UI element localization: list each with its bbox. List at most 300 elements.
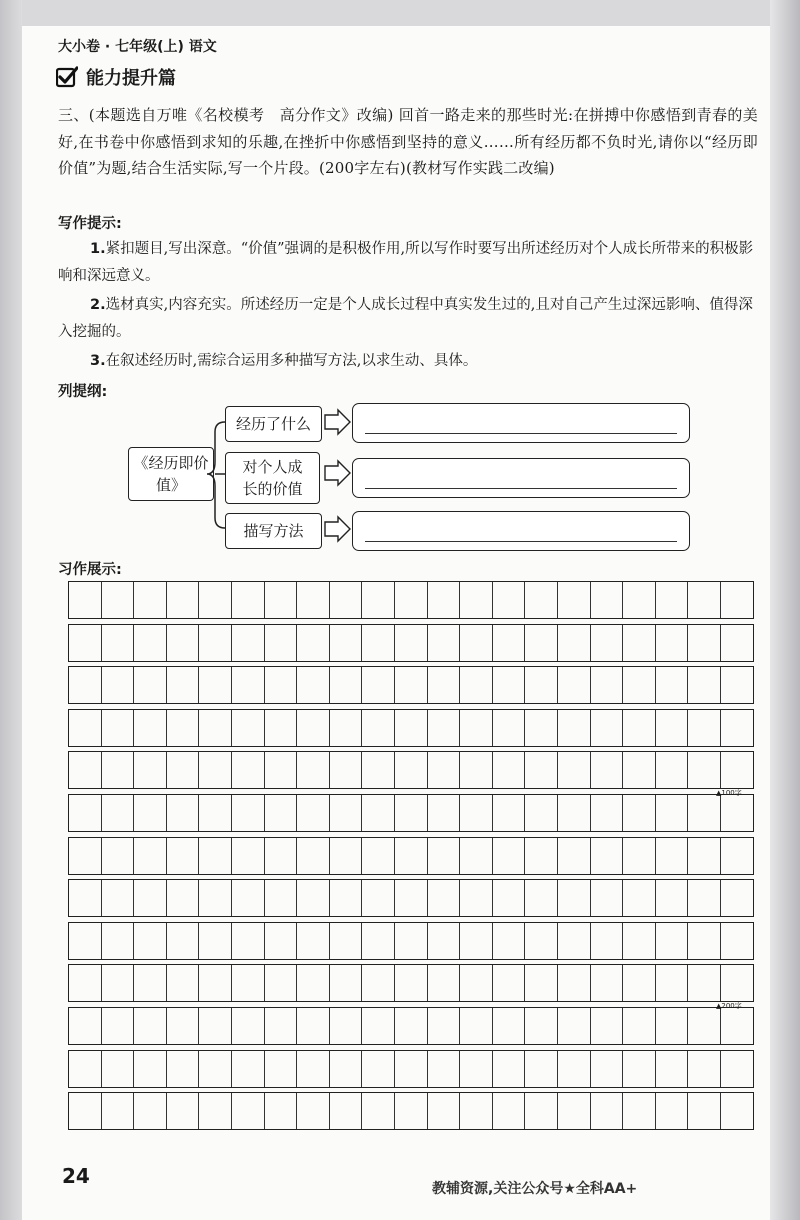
grid-cell[interactable]	[167, 625, 200, 661]
grid-cell[interactable]	[232, 923, 265, 959]
grid-cell[interactable]	[395, 710, 428, 746]
grid-cell[interactable]	[232, 625, 265, 661]
grid-cell[interactable]	[688, 667, 721, 703]
grid-row	[68, 751, 754, 789]
grid-cell[interactable]	[102, 752, 135, 788]
grid-cell[interactable]	[493, 880, 526, 916]
grid-cell[interactable]	[493, 923, 526, 959]
grid-cell[interactable]	[297, 710, 330, 746]
grid-cell[interactable]	[721, 1093, 754, 1129]
grid-cell[interactable]	[69, 667, 102, 703]
grid-cell[interactable]	[623, 795, 656, 831]
tip-item-3	[58, 348, 758, 375]
grid-cell[interactable]	[232, 795, 265, 831]
footer-note: 教辅资源,关注公众号★全科AA+	[432, 1181, 638, 1197]
grid-cell[interactable]	[102, 838, 135, 874]
grid-cell[interactable]	[428, 667, 461, 703]
grid-cell[interactable]	[134, 1051, 167, 1087]
grid-cell[interactable]	[656, 1051, 689, 1087]
grid-cell[interactable]	[688, 838, 721, 874]
grid-cell[interactable]	[362, 838, 395, 874]
grid-cell[interactable]	[330, 838, 363, 874]
grid-cell[interactable]	[493, 667, 526, 703]
grid-cell[interactable]	[167, 838, 200, 874]
grid-cell[interactable]	[199, 1093, 232, 1129]
grid-cell[interactable]	[688, 710, 721, 746]
grid-cell[interactable]	[330, 752, 363, 788]
grid-cell[interactable]	[688, 965, 721, 1001]
grid-cell[interactable]	[721, 625, 754, 661]
grid-cell[interactable]	[362, 923, 395, 959]
grid-cell[interactable]	[297, 667, 330, 703]
grid-cell[interactable]	[395, 965, 428, 1001]
tips-label: 写作提示:	[58, 216, 122, 232]
grid-cell[interactable]	[688, 1093, 721, 1129]
grid-cell[interactable]	[102, 880, 135, 916]
grid-cell[interactable]	[525, 710, 558, 746]
grid-cell[interactable]	[330, 710, 363, 746]
grid-cell[interactable]	[460, 795, 493, 831]
grid-cell[interactable]	[688, 582, 721, 618]
grid-cell[interactable]	[232, 1051, 265, 1087]
grid-cell[interactable]	[591, 923, 624, 959]
grid-cell[interactable]	[558, 1051, 591, 1087]
grid-cell[interactable]	[102, 710, 135, 746]
grid-cell[interactable]	[265, 795, 298, 831]
grid-cell[interactable]	[656, 923, 689, 959]
grid-cell[interactable]	[591, 880, 624, 916]
grid-cell[interactable]	[525, 1051, 558, 1087]
grid-cell[interactable]	[330, 582, 363, 618]
grid-cell[interactable]	[721, 1008, 754, 1044]
outline-root-box: 《经历即价值》	[128, 447, 214, 501]
grid-cell[interactable]	[362, 795, 395, 831]
grid-cell[interactable]	[428, 965, 461, 1001]
outline-branch-2: 对个人成长的价值	[225, 452, 320, 504]
grid-cell[interactable]	[330, 625, 363, 661]
grid-cell[interactable]	[199, 582, 232, 618]
grid-cell[interactable]	[69, 923, 102, 959]
grid-cell[interactable]	[591, 965, 624, 1001]
grid-cell[interactable]	[656, 795, 689, 831]
grid-cell[interactable]	[525, 582, 558, 618]
grid-cell[interactable]	[428, 838, 461, 874]
grid-cell[interactable]	[591, 582, 624, 618]
grid-cell[interactable]	[297, 1051, 330, 1087]
marker-100: ▲100字	[716, 789, 742, 797]
grid-cell[interactable]	[265, 667, 298, 703]
grid-cell[interactable]	[167, 965, 200, 1001]
grid-cell[interactable]	[232, 710, 265, 746]
grid-cell[interactable]	[525, 752, 558, 788]
grid-cell[interactable]	[525, 625, 558, 661]
grid-cell[interactable]	[330, 965, 363, 1001]
grid-cell[interactable]	[460, 1051, 493, 1087]
grid-cell[interactable]	[688, 752, 721, 788]
grid-cell[interactable]	[297, 923, 330, 959]
grid-cell[interactable]	[69, 795, 102, 831]
section-title	[56, 64, 176, 90]
grid-cell[interactable]	[265, 880, 298, 916]
grid-cell[interactable]	[688, 880, 721, 916]
grid-cell[interactable]	[623, 1008, 656, 1044]
grid-cell[interactable]	[330, 923, 363, 959]
grid-cell[interactable]	[558, 667, 591, 703]
grid-cell[interactable]	[623, 1051, 656, 1087]
grid-cell[interactable]	[102, 1093, 135, 1129]
grid-cell[interactable]	[395, 582, 428, 618]
grid-cell[interactable]	[167, 582, 200, 618]
grid-cell[interactable]	[460, 965, 493, 1001]
grid-cell[interactable]	[265, 838, 298, 874]
grid-cell[interactable]	[558, 923, 591, 959]
grid-cell[interactable]	[395, 667, 428, 703]
grid-cell[interactable]	[102, 625, 135, 661]
grid-cell[interactable]	[265, 965, 298, 1001]
grid-cell[interactable]	[297, 880, 330, 916]
grid-cell[interactable]	[428, 710, 461, 746]
grid-cell[interactable]	[525, 965, 558, 1001]
grid-cell[interactable]	[134, 1093, 167, 1129]
grid-cell[interactable]	[688, 625, 721, 661]
grid-cell[interactable]	[558, 582, 591, 618]
grid-cell[interactable]	[330, 667, 363, 703]
grid-cell[interactable]	[330, 795, 363, 831]
grid-cell[interactable]	[297, 752, 330, 788]
outline-label: 列提纲:	[58, 384, 108, 400]
grid-cell[interactable]	[558, 1093, 591, 1129]
grid-cell[interactable]	[297, 838, 330, 874]
grid-cell[interactable]	[199, 838, 232, 874]
grid-cell[interactable]	[591, 625, 624, 661]
grid-cell[interactable]	[232, 1093, 265, 1129]
grid-cell[interactable]	[493, 838, 526, 874]
grid-cell[interactable]	[102, 923, 135, 959]
grid-cell[interactable]	[362, 1008, 395, 1044]
grid-cell[interactable]	[460, 667, 493, 703]
grid-cell[interactable]	[199, 795, 232, 831]
grid-cell[interactable]	[265, 1051, 298, 1087]
grid-cell[interactable]	[102, 667, 135, 703]
grid-cell[interactable]	[102, 965, 135, 1001]
grid-cell[interactable]	[591, 710, 624, 746]
grid-cell[interactable]	[656, 752, 689, 788]
grid-cell[interactable]	[460, 838, 493, 874]
grid-cell[interactable]	[69, 1008, 102, 1044]
outline-answer-1[interactable]	[352, 403, 690, 443]
grid-cell[interactable]	[493, 1093, 526, 1129]
grid-cell[interactable]	[232, 1008, 265, 1044]
grid-cell[interactable]	[558, 838, 591, 874]
grid-cell[interactable]	[460, 752, 493, 788]
grid-cell[interactable]	[297, 965, 330, 1001]
grid-row	[68, 624, 754, 662]
grid-cell[interactable]	[297, 625, 330, 661]
grid-cell[interactable]	[330, 880, 363, 916]
grid-cell[interactable]	[102, 1051, 135, 1087]
grid-cell[interactable]	[656, 880, 689, 916]
grid-cell[interactable]	[265, 582, 298, 618]
grid-cell[interactable]	[591, 795, 624, 831]
grid-cell[interactable]	[525, 1093, 558, 1129]
grid-row	[68, 581, 754, 619]
grid-cell[interactable]	[69, 582, 102, 618]
grid-cell[interactable]	[721, 923, 754, 959]
grid-cell[interactable]	[623, 710, 656, 746]
grid-cell[interactable]	[460, 923, 493, 959]
grid-cell[interactable]	[134, 1008, 167, 1044]
grid-cell[interactable]	[525, 1008, 558, 1044]
grid-cell[interactable]	[721, 667, 754, 703]
grid-cell[interactable]	[493, 752, 526, 788]
grid-cell[interactable]	[102, 795, 135, 831]
grid-cell[interactable]	[623, 838, 656, 874]
grid-cell[interactable]	[656, 667, 689, 703]
grid-cell[interactable]	[428, 625, 461, 661]
tip-text: 选材真实,内容充实。所述经历一定是个人成长过程中真实发生过的,且对自己产生过深远影响、值得深入挖掘的。	[58, 297, 753, 340]
grid-cell[interactable]	[167, 752, 200, 788]
grid-cell[interactable]	[265, 625, 298, 661]
grid-cell[interactable]	[297, 795, 330, 831]
grid-cell[interactable]	[525, 795, 558, 831]
grid-cell[interactable]	[688, 1051, 721, 1087]
grid-cell[interactable]	[721, 965, 754, 1001]
grid-cell[interactable]	[102, 582, 135, 618]
grid-cell[interactable]	[167, 880, 200, 916]
marker-200: ▲200字	[716, 1002, 742, 1010]
grid-cell[interactable]	[591, 838, 624, 874]
tip-text: 在叙述经历时,需综合运用多种描写方法,以求生动、具体。	[105, 353, 478, 369]
grid-cell[interactable]	[232, 582, 265, 618]
grid-cell[interactable]	[591, 1093, 624, 1129]
grid-cell[interactable]	[493, 965, 526, 1001]
grid-cell[interactable]	[134, 965, 167, 1001]
grid-cell[interactable]	[558, 795, 591, 831]
grid-cell[interactable]	[265, 752, 298, 788]
grid-cell[interactable]	[493, 1051, 526, 1087]
grid-cell[interactable]	[591, 667, 624, 703]
grid-cell[interactable]	[199, 710, 232, 746]
grid-cell[interactable]	[69, 1093, 102, 1129]
grid-cell[interactable]	[493, 1008, 526, 1044]
grid-cell[interactable]	[395, 1051, 428, 1087]
grid-cell[interactable]	[167, 1051, 200, 1087]
grid-cell[interactable]	[395, 752, 428, 788]
grid-cell[interactable]	[232, 838, 265, 874]
grid-cell[interactable]	[623, 880, 656, 916]
outline-branch-3: 描写方法	[225, 513, 322, 549]
grid-cell[interactable]	[362, 667, 395, 703]
grid-cell[interactable]	[265, 1008, 298, 1044]
grid-cell[interactable]	[167, 1008, 200, 1044]
grid-cell[interactable]	[167, 795, 200, 831]
grid-cell[interactable]	[623, 752, 656, 788]
grid-cell[interactable]	[558, 1008, 591, 1044]
grid-cell[interactable]	[265, 1093, 298, 1129]
grid-cell[interactable]	[656, 838, 689, 874]
grid-cell[interactable]	[721, 1051, 754, 1087]
grid-cell[interactable]	[558, 625, 591, 661]
grid-cell[interactable]	[721, 582, 754, 618]
grid-cell[interactable]	[428, 1008, 461, 1044]
grid-cell[interactable]	[134, 838, 167, 874]
grid-cell[interactable]	[525, 923, 558, 959]
grid-cell[interactable]	[428, 582, 461, 618]
grid-cell[interactable]	[591, 752, 624, 788]
grid-cell[interactable]	[199, 923, 232, 959]
grid-cell[interactable]	[558, 965, 591, 1001]
grid-cell[interactable]	[493, 710, 526, 746]
grid-cell[interactable]	[134, 752, 167, 788]
grid-cell[interactable]	[362, 710, 395, 746]
grid-cell[interactable]	[721, 710, 754, 746]
grid-cell[interactable]	[362, 752, 395, 788]
grid-cell[interactable]	[721, 838, 754, 874]
grid-cell[interactable]	[428, 880, 461, 916]
grid-cell[interactable]	[623, 625, 656, 661]
grid-row	[68, 964, 754, 1002]
grid-cell[interactable]	[297, 1093, 330, 1129]
grid-cell[interactable]	[656, 625, 689, 661]
grid-cell[interactable]	[330, 1051, 363, 1087]
grid-cell[interactable]	[428, 795, 461, 831]
grid-cell[interactable]	[330, 1008, 363, 1044]
grid-cell[interactable]	[525, 838, 558, 874]
grid-cell[interactable]	[591, 1008, 624, 1044]
grid-cell[interactable]	[688, 923, 721, 959]
grid-cell[interactable]	[134, 795, 167, 831]
grid-cell[interactable]	[134, 880, 167, 916]
grid-cell[interactable]	[656, 1093, 689, 1129]
grid-cell[interactable]	[167, 667, 200, 703]
grid-cell[interactable]	[623, 1093, 656, 1129]
grid-cell[interactable]	[167, 1093, 200, 1129]
grid-cell[interactable]	[362, 1051, 395, 1087]
grid-cell[interactable]	[199, 752, 232, 788]
outline-answer-3[interactable]	[352, 511, 690, 551]
grid-row	[68, 794, 754, 832]
grid-cell[interactable]	[199, 880, 232, 916]
grid-cell[interactable]	[362, 1093, 395, 1129]
grid-cell[interactable]	[134, 710, 167, 746]
grid-cell[interactable]	[362, 582, 395, 618]
grid-cell[interactable]	[656, 1008, 689, 1044]
grid-cell[interactable]	[460, 1008, 493, 1044]
grid-cell[interactable]	[688, 795, 721, 831]
grid-row	[68, 666, 754, 704]
grid-cell[interactable]	[362, 965, 395, 1001]
grid-cell[interactable]	[428, 923, 461, 959]
grid-cell[interactable]	[460, 582, 493, 618]
grid-cell[interactable]	[428, 1093, 461, 1129]
grid-cell[interactable]	[69, 965, 102, 1001]
grid-cell[interactable]	[688, 1008, 721, 1044]
grid-cell[interactable]	[232, 880, 265, 916]
grid-cell[interactable]	[460, 1093, 493, 1129]
grid-cell[interactable]	[395, 880, 428, 916]
grid-cell[interactable]	[395, 1093, 428, 1129]
grid-cell[interactable]	[428, 752, 461, 788]
grid-cell[interactable]	[167, 710, 200, 746]
grid-cell[interactable]	[232, 752, 265, 788]
grid-cell[interactable]	[134, 582, 167, 618]
grid-cell[interactable]	[558, 710, 591, 746]
grid-cell[interactable]	[525, 880, 558, 916]
outline-answer-2[interactable]	[352, 458, 690, 498]
grid-cell[interactable]	[623, 667, 656, 703]
grid-cell[interactable]	[395, 838, 428, 874]
grid-cell[interactable]	[297, 1008, 330, 1044]
grid-cell[interactable]	[362, 880, 395, 916]
grid-cell[interactable]	[69, 880, 102, 916]
grid-cell[interactable]	[265, 710, 298, 746]
grid-cell[interactable]	[623, 923, 656, 959]
grid-cell[interactable]	[493, 625, 526, 661]
grid-cell[interactable]	[69, 838, 102, 874]
tip-item-1	[58, 236, 758, 290]
grid-cell[interactable]	[134, 667, 167, 703]
grid-cell[interactable]	[167, 923, 200, 959]
grid-cell[interactable]	[721, 795, 754, 831]
grid-cell[interactable]	[656, 710, 689, 746]
grid-cell[interactable]	[69, 752, 102, 788]
page-number: 24	[62, 1164, 90, 1188]
grid-cell[interactable]	[69, 625, 102, 661]
grid-cell[interactable]	[199, 1051, 232, 1087]
grid-cell[interactable]	[493, 795, 526, 831]
grid-cell[interactable]	[199, 625, 232, 661]
grid-cell[interactable]	[460, 880, 493, 916]
grid-cell[interactable]	[330, 1093, 363, 1129]
grid-cell[interactable]	[362, 625, 395, 661]
grid-cell[interactable]	[199, 667, 232, 703]
grid-cell[interactable]	[721, 880, 754, 916]
grid-cell[interactable]	[656, 965, 689, 1001]
grid-cell[interactable]	[134, 923, 167, 959]
grid-cell[interactable]	[525, 667, 558, 703]
grid-cell[interactable]	[265, 923, 298, 959]
grid-cell[interactable]	[102, 1008, 135, 1044]
grid-cell[interactable]	[395, 795, 428, 831]
grid-cell[interactable]	[199, 965, 232, 1001]
page-shadow-right	[770, 0, 800, 1220]
tip-number: 1.	[90, 241, 106, 257]
grid-cell[interactable]	[656, 582, 689, 618]
grid-cell[interactable]	[199, 1008, 232, 1044]
grid-cell[interactable]	[395, 923, 428, 959]
grid-cell[interactable]	[428, 1051, 461, 1087]
grid-cell[interactable]	[721, 752, 754, 788]
grid-cell[interactable]	[623, 582, 656, 618]
grid-cell[interactable]	[591, 1051, 624, 1087]
grid-cell[interactable]	[232, 667, 265, 703]
grid-cell[interactable]	[134, 625, 167, 661]
grid-cell[interactable]	[493, 582, 526, 618]
grid-cell[interactable]	[623, 965, 656, 1001]
grid-cell[interactable]	[460, 710, 493, 746]
grid-cell[interactable]	[69, 710, 102, 746]
grid-cell[interactable]	[297, 582, 330, 618]
grid-cell[interactable]	[69, 1051, 102, 1087]
checkbox-check-icon	[56, 66, 78, 88]
grid-cell[interactable]	[395, 1008, 428, 1044]
grid-cell[interactable]	[460, 625, 493, 661]
grid-row	[68, 1092, 754, 1130]
grid-cell[interactable]	[395, 625, 428, 661]
grid-cell[interactable]	[558, 752, 591, 788]
grid-cell[interactable]	[558, 880, 591, 916]
grid-cell[interactable]	[232, 965, 265, 1001]
